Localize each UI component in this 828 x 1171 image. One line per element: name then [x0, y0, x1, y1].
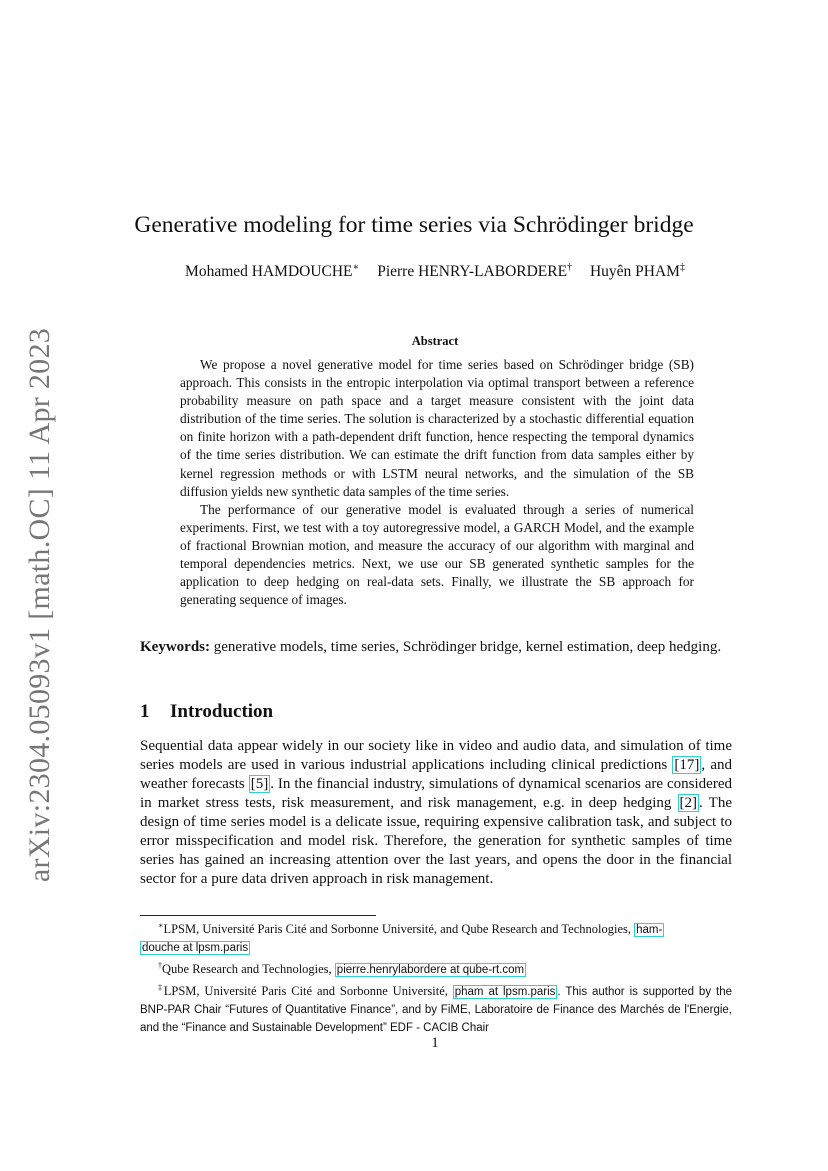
- email-link[interactable]: ham-: [636, 924, 663, 937]
- footnote-rule: [140, 915, 376, 916]
- author-footnote-mark: †: [567, 262, 573, 273]
- author-name: Pierre HENRY-LABORDERE: [377, 263, 568, 281]
- author-3: [590, 263, 685, 280]
- introduction-paragraph: [140, 737, 732, 889]
- abstract-heading: Abstract: [411, 334, 459, 348]
- author-footnote-mark: ∗: [352, 262, 360, 273]
- abstract-paragraph-1: We propose a novel generative model for time series based on Schrödinger bridge (SB) approach. This consists in the entropic interpolation via optimal transport between a reference probability measure on path space and a target measure consistent with the joint data distribution of the time series. The solution is characterized by a stochastic differential equation on finite horizon with a path-dependent drift function, hence respecting the temporal dynamics of the time series distribution. We can estimate the drift function from data samples either by kernel regression methods or with LSTM neural networks, and the simulation of the SB diffusion yields new synthetic data samples of the time series.: [180, 357, 694, 499]
- footnote-text: LPSM, Université Paris Cité and Sorbonne Université,: [163, 984, 453, 999]
- introduction-body: [140, 737, 732, 889]
- footnote-text: . This author is supported by the BNP-PAR Chair “Futures of Quantitative Finance”, and by FiME, Laboratoire de Finance des Marchés de l'Energie, and the “Finance and Sustainable Development” EDF - CACIB Chair: [140, 986, 733, 1035]
- citation-link[interactable]: [5]: [250, 776, 269, 792]
- body-text: , and weather forecasts: [140, 757, 732, 792]
- footnote-text: Qube Research and Technologies,: [162, 962, 335, 977]
- keywords-label: Keywords:: [140, 639, 210, 655]
- body-text: Sequential data appear widely in our society like in video and audio data, and simulation of time series models are used in various industrial applications including clinical predictions: [140, 738, 732, 773]
- section-title: Introduction: [170, 701, 274, 722]
- footnote-text: LPSM, Université Paris Cité and Sorbonne Université, and Qube Research and Technologies,: [163, 922, 635, 937]
- citation-link[interactable]: [17]: [674, 757, 700, 773]
- email-link[interactable]: pierre.henrylabordere at qube-rt.com: [336, 964, 525, 977]
- author-footnote-mark: ‡: [679, 262, 685, 273]
- arxiv-side-stamp: [20, 327, 60, 883]
- arxiv-identifier: arXiv:2304.05093v1 [math.OC] 11 Apr 2023: [23, 327, 56, 883]
- page-number: 1: [431, 1035, 439, 1051]
- section-heading: [140, 701, 273, 723]
- author-1: [185, 263, 359, 280]
- abstract-body: [180, 356, 694, 609]
- email-link[interactable]: douche at lpsm.paris: [142, 942, 249, 955]
- footnote-mark: †: [158, 961, 162, 971]
- body-text: . The design of time series model is a delicate issue, requiring expensive calibration task, and subject to error misspecification and model risk. Therefore, the generation for synthetic samples of time series has gained an increasing attention over the last years, and opens the door in the financial sector for a pure data driven approach in risk management.: [140, 795, 732, 887]
- footnote-1-continued: [140, 939, 732, 957]
- citation-link[interactable]: [2]: [679, 795, 698, 811]
- body-text: . In the financial industry, simulations of dynamical scenarios are considered in market stress tests, risk measurement, and risk management, e.g. in deep hedging: [140, 776, 732, 811]
- keywords: [140, 638, 732, 657]
- email-link[interactable]: pham at lpsm.paris: [454, 986, 556, 999]
- footnote-3: [140, 979, 732, 1037]
- footnote-mark: ‡: [158, 983, 164, 993]
- footnote-1: [140, 917, 732, 939]
- footnote-mark: ∗: [158, 921, 164, 930]
- paper-title: Generative modeling for time series via Schrödinger bridge: [134, 212, 694, 238]
- author-list: [0, 262, 828, 281]
- author-name: Mohamed HAMDOUCHE: [185, 263, 353, 281]
- author-2: [377, 263, 572, 280]
- author-name: Huyên PHAM: [589, 263, 680, 281]
- section-number: 1: [140, 701, 150, 722]
- footnote-2: [140, 957, 732, 979]
- keywords-text: generative models, time series, Schrödinger bridge, kernel estimation, deep hedging.: [210, 639, 722, 655]
- abstract-paragraph-2: The performance of our generative model is evaluated through a series of numerical experiments. First, we test with a toy autoregressive model, a GARCH Model, and the example of fractional Brownian motion, and measure the accuracy of our algorithm with marginal and temporal dependencies metrics. Next, we use our SB generated synthetic samples for the application to deep hedging on real-data sets. Finally, we illustrate the SB approach for generating sequence of images.: [180, 501, 694, 608]
- footnotes: [140, 917, 732, 1037]
